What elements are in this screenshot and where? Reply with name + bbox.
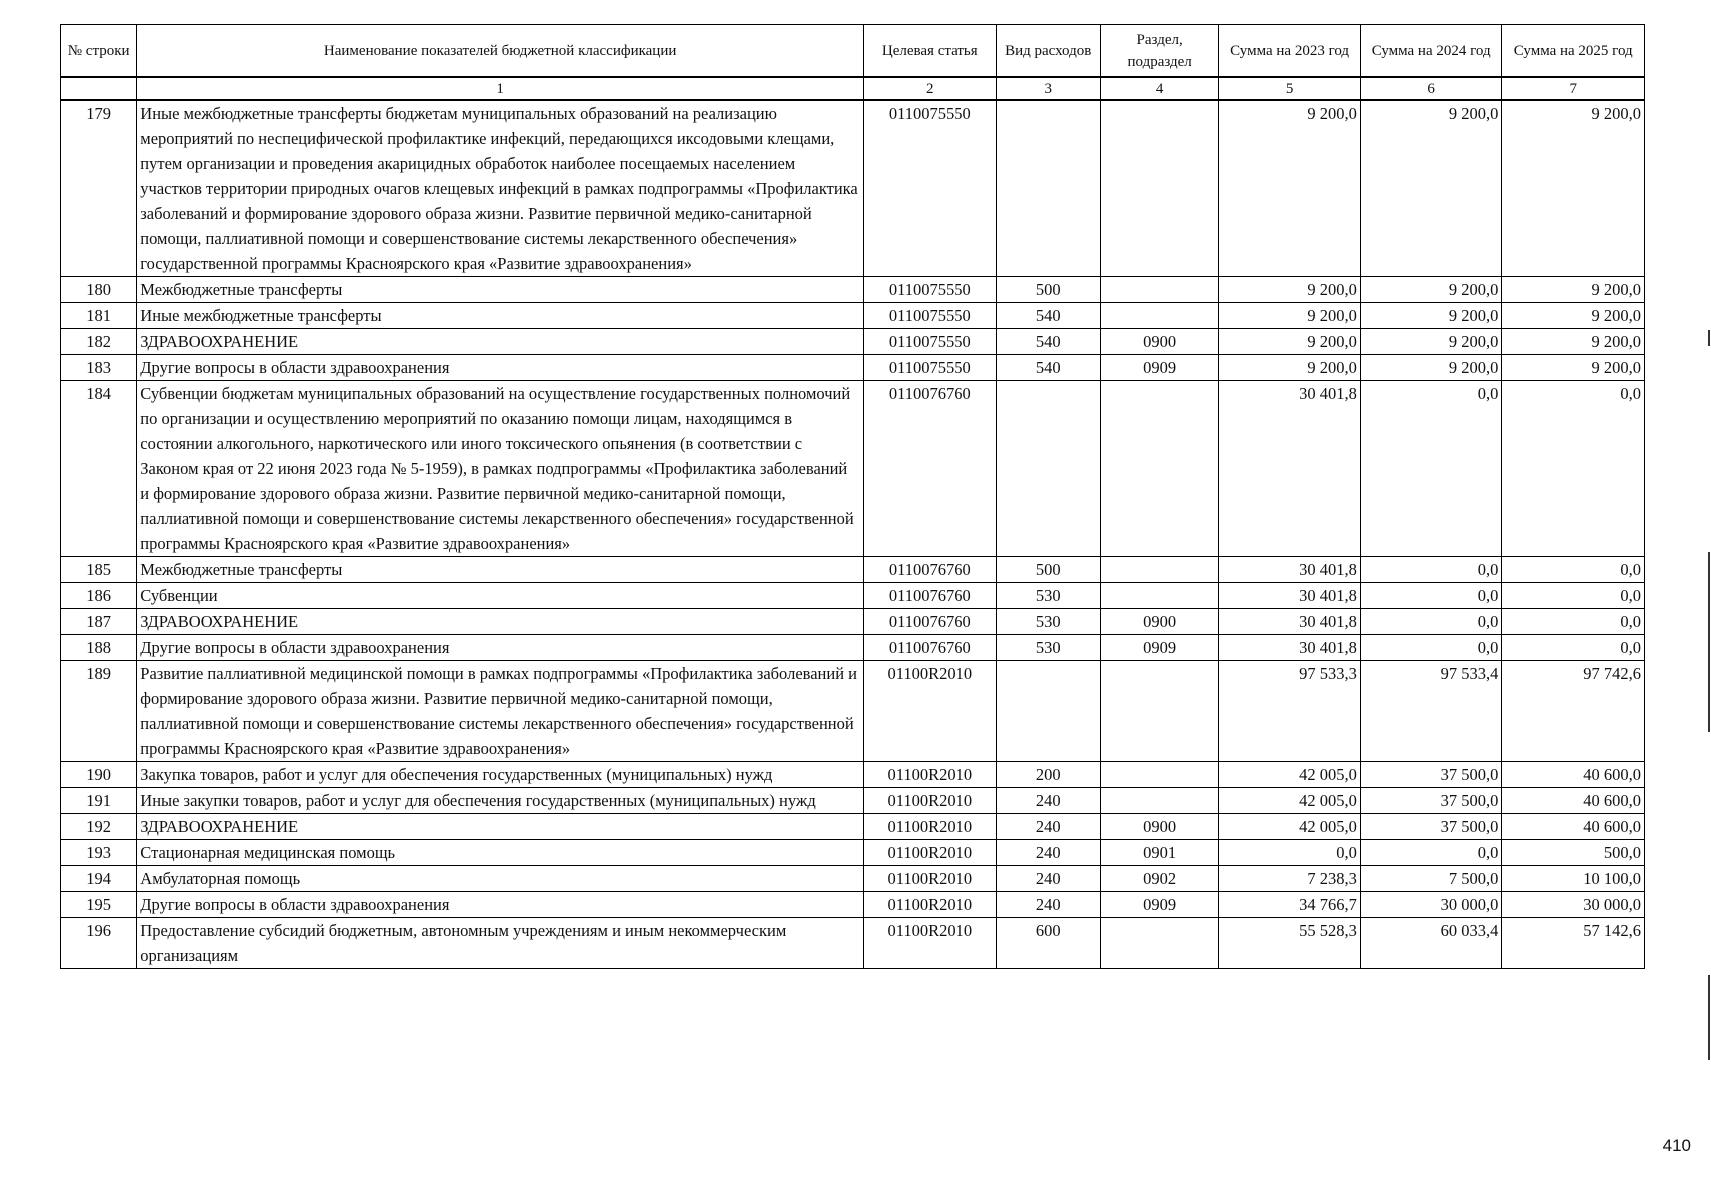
- row-sum-2025: 9 200,0: [1502, 100, 1645, 277]
- row-number: 187: [61, 609, 137, 635]
- row-name: ЗДРАВООХРАНЕНИЕ: [137, 609, 864, 635]
- row-target-code: 0110076760: [864, 557, 997, 583]
- col-header-sum-2025: Сумма на 2025 год: [1502, 25, 1645, 78]
- row-sum-2023: 30 401,8: [1219, 557, 1361, 583]
- scan-edge-mark: [1708, 552, 1710, 732]
- row-number: 195: [61, 892, 137, 918]
- col-header-name: Наименование показателей бюджетной классификации: [137, 25, 864, 78]
- row-name: ЗДРАВООХРАНЕНИЕ: [137, 329, 864, 355]
- row-sum-2025: 9 200,0: [1502, 329, 1645, 355]
- row-sum-2023: 9 200,0: [1219, 100, 1361, 277]
- row-number: 188: [61, 635, 137, 661]
- table-row: [61, 661, 1645, 762]
- row-sum-2023: 9 200,0: [1219, 355, 1361, 381]
- row-target-code: 0110076760: [864, 381, 997, 557]
- row-name: Иные закупки товаров, работ и услуг для обеспечения государственных (муниципальных) нужд: [137, 788, 864, 814]
- row-sum-2023: 30 401,8: [1219, 609, 1361, 635]
- row-sum-2023: 42 005,0: [1219, 788, 1361, 814]
- table-row: [61, 277, 1645, 303]
- header-row: [61, 25, 1645, 78]
- row-target-code: 0110076760: [864, 583, 997, 609]
- row-name: Иные межбюджетные трансферты бюджетам муниципальных образований на реализацию мероприятий по неспецифической профилактике инфекций, передающихся иксодовыми клещами, путем организации и проведения акарицидных обработок наиболее посещаемых населением участков территории природных очагов клещевых инфекций в рамках подпрограммы «Профилактика заболеваний и формирование здорового образа жизни. Развитие первичной медико-санитарной помощи, паллиативной помощи и совершенствование системы лекарственного обеспечения» государственной программы Красноярского края «Развитие здравоохранения»: [137, 100, 864, 277]
- row-expense-type: [996, 100, 1100, 277]
- row-sum-2024: 30 000,0: [1360, 892, 1502, 918]
- row-number: 185: [61, 557, 137, 583]
- row-expense-type: 240: [996, 866, 1100, 892]
- row-section: 0900: [1100, 814, 1218, 840]
- row-number: 192: [61, 814, 137, 840]
- row-section: [1100, 557, 1218, 583]
- col-number-blank: [61, 77, 137, 100]
- row-section: 0909: [1100, 635, 1218, 661]
- row-expense-type: 200: [996, 762, 1100, 788]
- col-number: 3: [996, 77, 1100, 100]
- row-target-code: 0110075550: [864, 329, 997, 355]
- row-sum-2024: 60 033,4: [1360, 918, 1502, 969]
- row-sum-2025: 0,0: [1502, 583, 1645, 609]
- table-row: [61, 381, 1645, 557]
- col-number: 7: [1502, 77, 1645, 100]
- row-target-code: 0110076760: [864, 635, 997, 661]
- row-sum-2023: 55 528,3: [1219, 918, 1361, 969]
- table-row: [61, 303, 1645, 329]
- row-expense-type: 240: [996, 788, 1100, 814]
- row-section: [1100, 918, 1218, 969]
- page-number: 410: [1662, 1136, 1691, 1155]
- row-expense-type: 540: [996, 329, 1100, 355]
- row-number: 190: [61, 762, 137, 788]
- row-target-code: 01100R2010: [864, 788, 997, 814]
- row-name: Закупка товаров, работ и услуг для обеспечения государственных (муниципальных) нужд: [137, 762, 864, 788]
- table-row: [61, 918, 1645, 969]
- row-number: 191: [61, 788, 137, 814]
- row-sum-2024: 0,0: [1360, 635, 1502, 661]
- row-sum-2025: 10 100,0: [1502, 866, 1645, 892]
- row-target-code: 0110075550: [864, 277, 997, 303]
- table-row: [61, 814, 1645, 840]
- table-row: [61, 583, 1645, 609]
- table-row: [61, 635, 1645, 661]
- row-sum-2024: 7 500,0: [1360, 866, 1502, 892]
- scan-edge-mark: [1708, 330, 1710, 346]
- row-number: 189: [61, 661, 137, 762]
- row-sum-2024: 37 500,0: [1360, 814, 1502, 840]
- row-sum-2024: 97 533,4: [1360, 661, 1502, 762]
- table-body: [61, 100, 1645, 969]
- col-number: 2: [864, 77, 997, 100]
- row-target-code: 01100R2010: [864, 918, 997, 969]
- row-expense-type: 500: [996, 277, 1100, 303]
- row-expense-type: 240: [996, 840, 1100, 866]
- row-expense-type: 240: [996, 814, 1100, 840]
- row-sum-2025: 500,0: [1502, 840, 1645, 866]
- row-target-code: 01100R2010: [864, 840, 997, 866]
- row-sum-2025: 0,0: [1502, 381, 1645, 557]
- row-sum-2024: 9 200,0: [1360, 329, 1502, 355]
- row-sum-2023: 42 005,0: [1219, 814, 1361, 840]
- row-sum-2024: 9 200,0: [1360, 303, 1502, 329]
- row-expense-type: 600: [996, 918, 1100, 969]
- row-sum-2023: 34 766,7: [1219, 892, 1361, 918]
- row-sum-2025: 0,0: [1502, 635, 1645, 661]
- row-sum-2024: 37 500,0: [1360, 788, 1502, 814]
- row-number: 180: [61, 277, 137, 303]
- table-row: [61, 329, 1645, 355]
- row-target-code: 0110075550: [864, 100, 997, 277]
- row-name: Субвенции бюджетам муниципальных образований на осуществление государственных полномочий по организации и осуществлению мероприятий по оказанию помощи лицам, находящимся в состоянии алкогольного, наркотического или иного токсического опьянения (в соответствии с Законом края от 22 июня 2023 года № 5-1959), в рамках подпрограммы «Профилактика заболеваний и формирование здорового образа жизни. Развитие первичной медико-санитарной помощи, паллиативной помощи и совершенствование системы лекарственного обеспечения» государственной программы Красноярского края «Развитие здравоохранения»: [137, 381, 864, 557]
- row-number: 181: [61, 303, 137, 329]
- row-target-code: 0110075550: [864, 355, 997, 381]
- row-expense-type: 540: [996, 355, 1100, 381]
- row-sum-2025: 0,0: [1502, 557, 1645, 583]
- row-name: Предоставление субсидий бюджетным, автономным учреждениям и иным некоммерческим организациям: [137, 918, 864, 969]
- row-sum-2025: 30 000,0: [1502, 892, 1645, 918]
- col-header-exp-type: Вид расходов: [996, 25, 1100, 78]
- row-sum-2025: 9 200,0: [1502, 303, 1645, 329]
- row-section: [1100, 762, 1218, 788]
- row-name: Развитие паллиативной медицинской помощи в рамках подпрограммы «Профилактика заболеваний и формирование здорового образа жизни. Развитие первичной медико-санитарной помощи, паллиативной помощи и совершенствование системы лекарственного обеспечения» государственной программы Красноярского края «Развитие здравоохранения»: [137, 661, 864, 762]
- row-expense-type: 530: [996, 635, 1100, 661]
- table-row: [61, 100, 1645, 277]
- row-sum-2024: 9 200,0: [1360, 355, 1502, 381]
- row-sum-2025: 40 600,0: [1502, 788, 1645, 814]
- row-sum-2023: 0,0: [1219, 840, 1361, 866]
- column-number-row: [61, 77, 1645, 100]
- col-number: 6: [1360, 77, 1502, 100]
- row-expense-type: 540: [996, 303, 1100, 329]
- row-section: 0909: [1100, 892, 1218, 918]
- row-sum-2024: 9 200,0: [1360, 100, 1502, 277]
- row-sum-2025: 9 200,0: [1502, 355, 1645, 381]
- row-sum-2023: 7 238,3: [1219, 866, 1361, 892]
- row-section: [1100, 100, 1218, 277]
- row-sum-2023: 9 200,0: [1219, 303, 1361, 329]
- row-sum-2023: 30 401,8: [1219, 381, 1361, 557]
- col-number: 4: [1100, 77, 1218, 100]
- row-name: Субвенции: [137, 583, 864, 609]
- row-target-code: 01100R2010: [864, 762, 997, 788]
- table-row: [61, 355, 1645, 381]
- row-section: 0909: [1100, 355, 1218, 381]
- row-sum-2023: 30 401,8: [1219, 635, 1361, 661]
- row-target-code: 0110076760: [864, 609, 997, 635]
- row-sum-2023: 9 200,0: [1219, 277, 1361, 303]
- row-expense-type: 240: [996, 892, 1100, 918]
- col-header-section: Раздел, подраздел: [1100, 25, 1218, 78]
- row-section: [1100, 303, 1218, 329]
- col-number: 5: [1219, 77, 1361, 100]
- row-number: 193: [61, 840, 137, 866]
- table-row: [61, 788, 1645, 814]
- row-sum-2024: 0,0: [1360, 840, 1502, 866]
- row-number: 196: [61, 918, 137, 969]
- budget-table: [60, 24, 1645, 969]
- row-sum-2025: 57 142,6: [1502, 918, 1645, 969]
- row-target-code: 01100R2010: [864, 892, 997, 918]
- row-sum-2024: 9 200,0: [1360, 277, 1502, 303]
- row-name: Другие вопросы в области здравоохранения: [137, 635, 864, 661]
- col-header-target: Целевая статья: [864, 25, 997, 78]
- row-sum-2023: 42 005,0: [1219, 762, 1361, 788]
- row-target-code: 01100R2010: [864, 661, 997, 762]
- col-header-sum-2024: Сумма на 2024 год: [1360, 25, 1502, 78]
- row-name: Межбюджетные трансферты: [137, 557, 864, 583]
- row-section: 0901: [1100, 840, 1218, 866]
- row-name: Амбулаторная помощь: [137, 866, 864, 892]
- table-row: [61, 557, 1645, 583]
- row-section: 0902: [1100, 866, 1218, 892]
- row-name: Другие вопросы в области здравоохранения: [137, 892, 864, 918]
- row-target-code: 01100R2010: [864, 866, 997, 892]
- row-sum-2023: 9 200,0: [1219, 329, 1361, 355]
- row-name: Другие вопросы в области здравоохранения: [137, 355, 864, 381]
- table-row: [61, 866, 1645, 892]
- row-section: [1100, 661, 1218, 762]
- row-expense-type: [996, 381, 1100, 557]
- row-expense-type: 530: [996, 609, 1100, 635]
- row-sum-2024: 0,0: [1360, 557, 1502, 583]
- row-name: Иные межбюджетные трансферты: [137, 303, 864, 329]
- row-section: [1100, 583, 1218, 609]
- col-header-row-no: № строки: [61, 25, 137, 78]
- row-number: 186: [61, 583, 137, 609]
- row-sum-2025: 40 600,0: [1502, 762, 1645, 788]
- row-expense-type: [996, 661, 1100, 762]
- col-number: 1: [137, 77, 864, 100]
- row-section: [1100, 788, 1218, 814]
- row-number: 184: [61, 381, 137, 557]
- table-row: [61, 840, 1645, 866]
- row-section: 0900: [1100, 329, 1218, 355]
- row-sum-2023: 30 401,8: [1219, 583, 1361, 609]
- row-target-code: 01100R2010: [864, 814, 997, 840]
- row-section: [1100, 381, 1218, 557]
- row-section: [1100, 277, 1218, 303]
- row-sum-2024: 0,0: [1360, 583, 1502, 609]
- row-sum-2024: 0,0: [1360, 609, 1502, 635]
- row-sum-2025: 97 742,6: [1502, 661, 1645, 762]
- row-sum-2023: 97 533,3: [1219, 661, 1361, 762]
- table-row: [61, 609, 1645, 635]
- row-number: 182: [61, 329, 137, 355]
- row-name: ЗДРАВООХРАНЕНИЕ: [137, 814, 864, 840]
- row-sum-2025: 9 200,0: [1502, 277, 1645, 303]
- row-expense-type: 530: [996, 583, 1100, 609]
- row-sum-2024: 37 500,0: [1360, 762, 1502, 788]
- row-section: 0900: [1100, 609, 1218, 635]
- table-row: [61, 892, 1645, 918]
- row-number: 183: [61, 355, 137, 381]
- row-expense-type: 500: [996, 557, 1100, 583]
- col-header-sum-2023: Сумма на 2023 год: [1219, 25, 1361, 78]
- row-name: Межбюджетные трансферты: [137, 277, 864, 303]
- row-target-code: 0110075550: [864, 303, 997, 329]
- scan-edge-mark: [1708, 975, 1710, 1060]
- row-name: Стационарная медицинская помощь: [137, 840, 864, 866]
- row-number: 179: [61, 100, 137, 277]
- table-row: [61, 762, 1645, 788]
- row-sum-2025: 40 600,0: [1502, 814, 1645, 840]
- row-number: 194: [61, 866, 137, 892]
- row-sum-2024: 0,0: [1360, 381, 1502, 557]
- row-sum-2025: 0,0: [1502, 609, 1645, 635]
